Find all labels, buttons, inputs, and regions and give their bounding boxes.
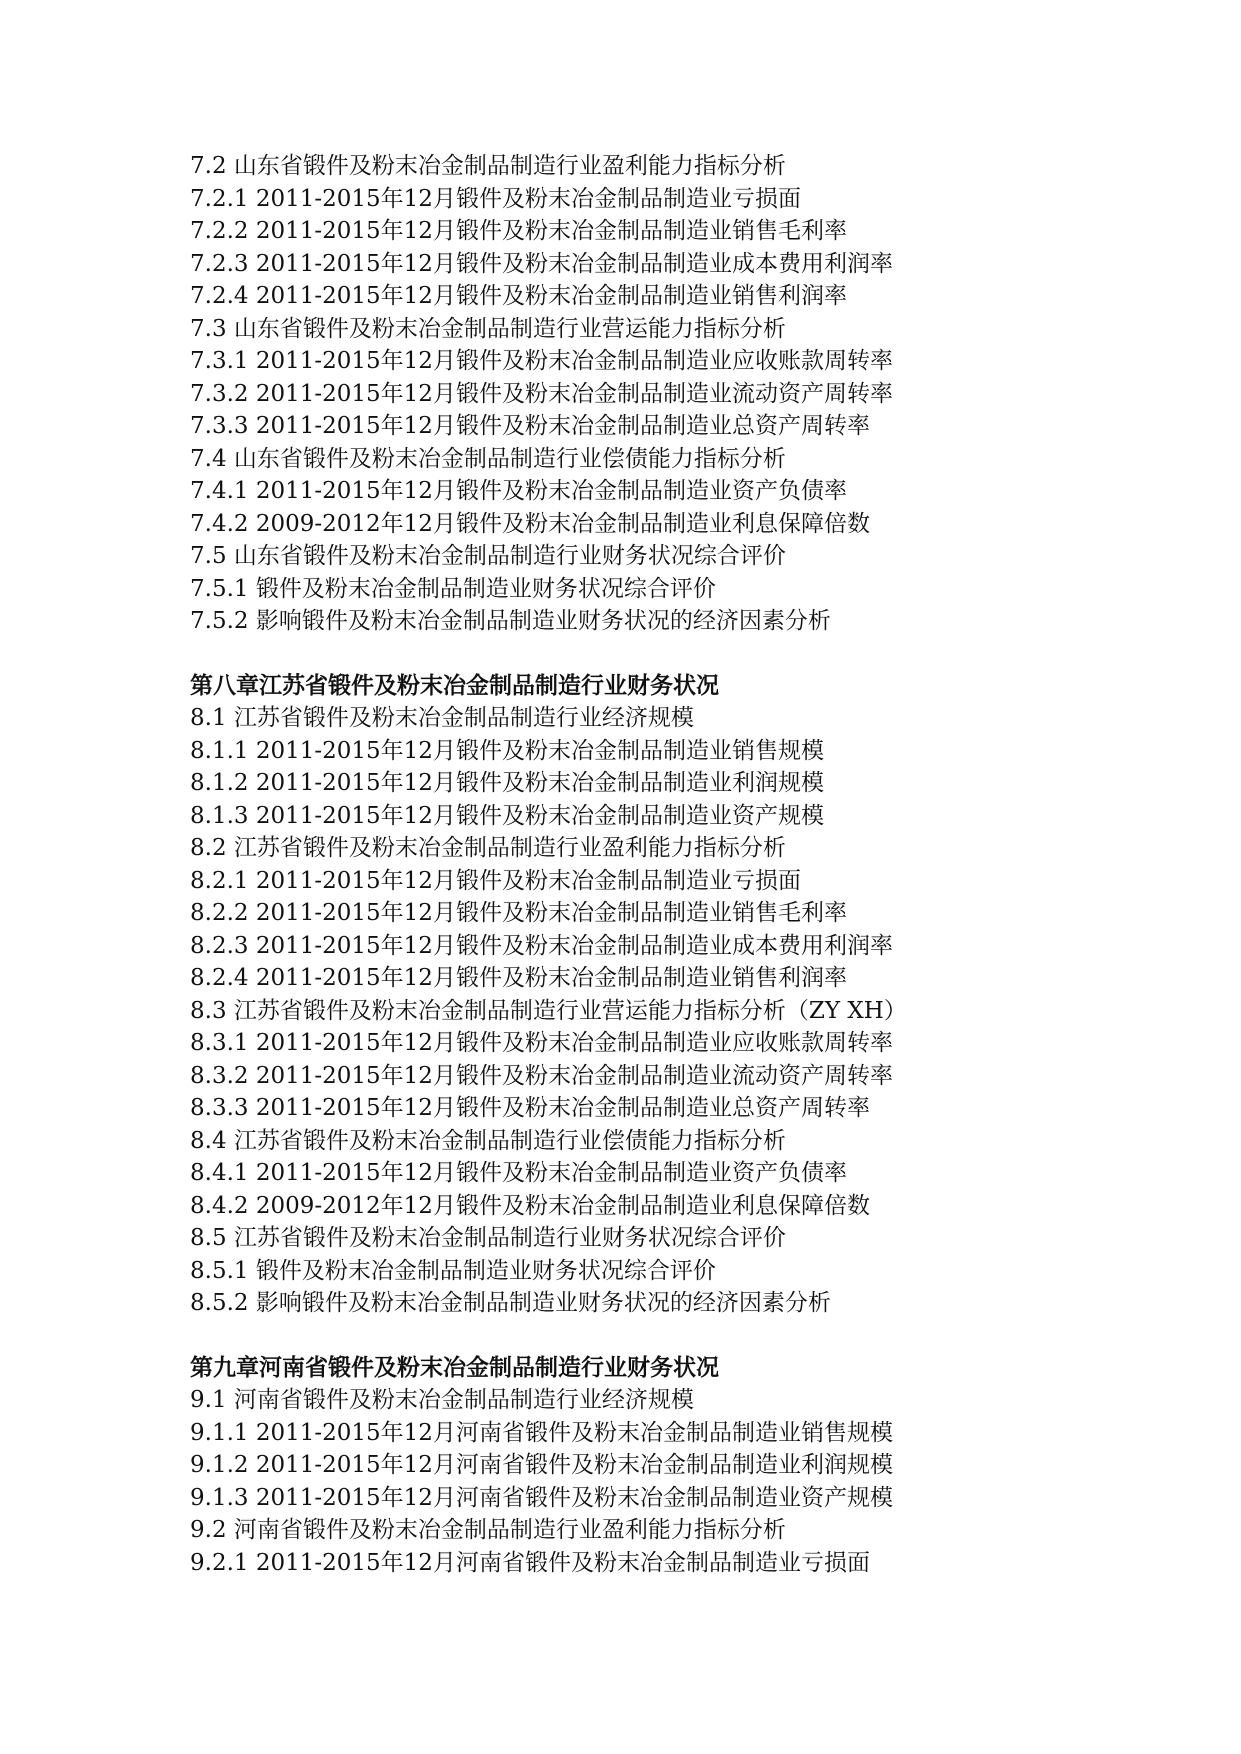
toc-entry: 9.2 河南省锻件及粉末冶金制品制造行业盈利能力指标分析 [190, 1517, 786, 1543]
toc-entry: 7.5.1 锻件及粉末冶金制品制造业财务状况综合评价 [190, 575, 716, 602]
toc-entry: 9.1 河南省锻件及粉末冶金制品制造行业经济规模 [190, 1387, 694, 1413]
table-of-contents [190, 150, 1190, 1579]
toc-entry: 7.2.4 2011-2015年12月锻件及粉末冶金制品制造业销售利润率 [190, 283, 847, 309]
toc-entry: 8.5 江苏省锻件及粉末冶金制品制造行业财务状况综合评价 [190, 1225, 786, 1251]
toc-entry: 9.2.1 2011-2015年12月河南省锻件及粉末冶金制品制造业亏损面 [190, 1549, 870, 1576]
toc-entry: 8.2 江苏省锻件及粉末冶金制品制造行业盈利能力指标分析 [190, 835, 786, 861]
toc-entry: 7.2.2 2011-2015年12月锻件及粉末冶金制品制造业销售毛利率 [190, 218, 847, 244]
toc-entry: 8.1 江苏省锻件及粉末冶金制品制造行业经济规模 [190, 705, 694, 731]
toc-entry: 8.1.1 2011-2015年12月锻件及粉末冶金制品制造业销售规模 [190, 737, 824, 764]
toc-entry: 7.4.2 2009-2012年12月锻件及粉末冶金制品制造业利息保障倍数 [190, 510, 870, 537]
toc-entry: 8.4 江苏省锻件及粉末冶金制品制造行业偿债能力指标分析 [190, 1127, 786, 1154]
toc-entry: 8.5.2 影响锻件及粉末冶金制品制造业财务状况的经济因素分析 [190, 1290, 831, 1316]
toc-entry: 8.2.4 2011-2015年12月锻件及粉末冶金制品制造业销售利润率 [190, 965, 847, 991]
toc-entry: 7.3.2 2011-2015年12月锻件及粉末冶金制品制造业流动资产周转率 [190, 380, 893, 407]
toc-entry: 8.2.1 2011-2015年12月锻件及粉末冶金制品制造业亏损面 [190, 867, 801, 894]
toc-entry: 7.3 山东省锻件及粉末冶金制品制造行业营运能力指标分析 [190, 315, 786, 342]
toc-entry: 8.2.2 2011-2015年12月锻件及粉末冶金制品制造业销售毛利率 [190, 900, 847, 926]
toc-entry: 7.3.1 2011-2015年12月锻件及粉末冶金制品制造业应收账款周转率 [190, 348, 893, 374]
toc-entry: 8.4.2 2009-2012年12月锻件及粉末冶金制品制造业利息保障倍数 [190, 1192, 870, 1219]
toc-entry: 8.4.1 2011-2015年12月锻件及粉末冶金制品制造业资产负债率 [190, 1160, 847, 1186]
toc-entry: 8.2.3 2011-2015年12月锻件及粉末冶金制品制造业成本费用利润率 [190, 932, 893, 959]
toc-entry: 7.4 山东省锻件及粉末冶金制品制造行业偿债能力指标分析 [190, 445, 786, 472]
toc-entry: 8.3 江苏省锻件及粉末冶金制品制造行业营运能力指标分析（ZY XH） [190, 997, 907, 1024]
chapter-heading: 第八章江苏省锻件及粉末冶金制品制造行业财务状况 [190, 671, 719, 699]
toc-entry: 8.3.2 2011-2015年12月锻件及粉末冶金制品制造业流动资产周转率 [190, 1062, 893, 1089]
toc-entry: 7.2 山东省锻件及粉末冶金制品制造行业盈利能力指标分析 [190, 153, 786, 179]
toc-entry: 7.2.3 2011-2015年12月锻件及粉末冶金制品制造业成本费用利润率 [190, 250, 893, 277]
toc-entry: 7.5 山东省锻件及粉末冶金制品制造行业财务状况综合评价 [190, 543, 786, 569]
toc-entry: 9.1.1 2011-2015年12月河南省锻件及粉末冶金制品制造业销售规模 [190, 1419, 893, 1446]
toc-entry: 8.3.3 2011-2015年12月锻件及粉末冶金制品制造业总资产周转率 [190, 1095, 870, 1121]
toc-entry: 8.1.2 2011-2015年12月锻件及粉末冶金制品制造业利润规模 [190, 770, 824, 796]
toc-entry: 8.3.1 2011-2015年12月锻件及粉末冶金制品制造业应收账款周转率 [190, 1030, 893, 1056]
toc-entry: 9.1.3 2011-2015年12月河南省锻件及粉末冶金制品制造业资产规模 [190, 1484, 893, 1511]
toc-entry: 7.2.1 2011-2015年12月锻件及粉末冶金制品制造业亏损面 [190, 185, 801, 212]
toc-entry: 7.4.1 2011-2015年12月锻件及粉末冶金制品制造业资产负债率 [190, 478, 847, 504]
toc-entry: 9.1.2 2011-2015年12月河南省锻件及粉末冶金制品制造业利润规模 [190, 1452, 893, 1478]
toc-entry: 7.3.3 2011-2015年12月锻件及粉末冶金制品制造业总资产周转率 [190, 413, 870, 439]
toc-entry: 7.5.2 影响锻件及粉末冶金制品制造业财务状况的经济因素分析 [190, 608, 831, 634]
toc-entry: 8.5.1 锻件及粉末冶金制品制造业财务状况综合评价 [190, 1257, 716, 1284]
toc-entry: 8.1.3 2011-2015年12月锻件及粉末冶金制品制造业资产规模 [190, 802, 824, 829]
chapter-heading: 第九章河南省锻件及粉末冶金制品制造行业财务状况 [190, 1353, 719, 1381]
